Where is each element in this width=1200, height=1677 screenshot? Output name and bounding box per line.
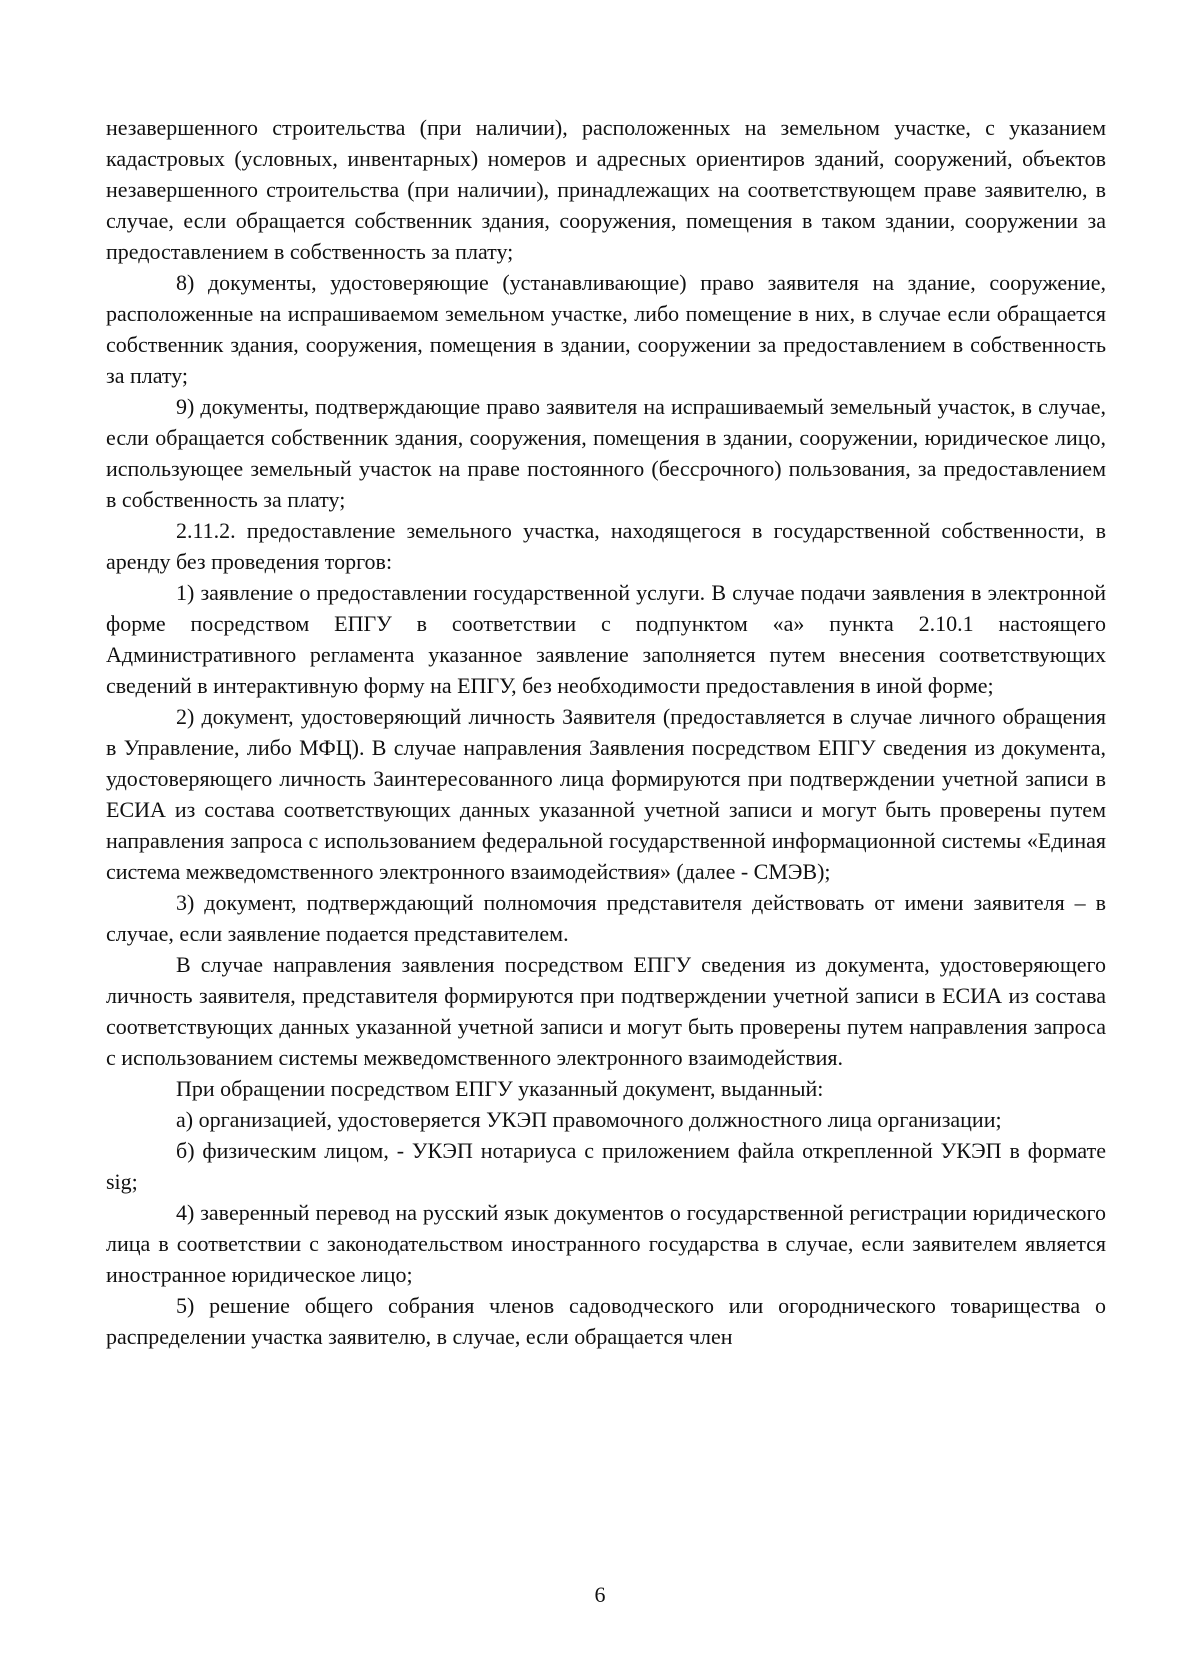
paragraph-epgu-document: При обращении посредством ЕПГУ указанный документ, выданный: bbox=[176, 1076, 824, 1101]
paragraph-item-9: 9) документы, подтверждающие право заявителя на испрашиваемый земельный участок, в случае, если обращается собственник здания, сооружения, помещения в здании, сооружении, юридическое лицо, использующее земельный участок на праве постоянного (бессрочного) пользования, за предоставлением в собственность за плату; bbox=[106, 394, 1106, 512]
paragraph-sub-a: а) организацией, удостоверяется УКЭП правомочного должностного лица организации; bbox=[176, 1107, 1002, 1132]
paragraph-item-2: 2) документ, удостоверяющий личность Заявителя (предоставляется в случае личного обращения в Управление, либо МФЦ). В случае направления Заявления посредством ЕПГУ сведения из документа, удостоверяющего личность Заинтересованного лица формируются при подтверждении учетной записи в ЕСИА из состава соответствующих данных указанной учетной записи и могут быть проверены путем направления запроса с использованием федеральной государственной информационной системы «Единая система межведомственного электронного взаимодействия» (далее - СМЭВ); bbox=[106, 704, 1106, 884]
paragraph-item-5: 5) решение общего собрания членов садоводческого или огороднического товарищества о распределении участка заявителю, в случае, если обращается член bbox=[106, 1293, 1106, 1349]
paragraph-item-4: 4) заверенный перевод на русский язык документов о государственной регистрации юридического лица в соответствии с законодательством иностранного государства в случае, если заявителем является иностранное юридическое лицо; bbox=[106, 1200, 1106, 1287]
paragraph-section-2-11-2: 2.11.2. предоставление земельного участка, находящегося в государственной собственности, в аренду без проведения торгов: bbox=[106, 518, 1106, 574]
paragraph-item-8: 8) документы, удостоверяющие (устанавливающие) право заявителя на здание, сооружение, расположенные на испрашиваемом земельном участке, либо помещение в них, в случае если обращается собственник здания, сооружения, помещения в здании, сооружении за предоставлением в собственность за плату; bbox=[106, 270, 1106, 388]
paragraph-continuation: незавершенного строительства (при наличии), расположенных на земельном участке, с указанием кадастровых (условных, инвентарных) номеров и адресных ориентиров зданий, сооружений, объектов незавершенного строительства (при наличии), принадлежащих на соответствующем праве заявителю, в случае, если обращается собственник здания, сооружения, помещения в таком здании, сооружении за предоставлением в собственность за плату; bbox=[106, 115, 1106, 264]
paragraph-epgu-note: В случае направления заявления посредством ЕПГУ сведения из документа, удостоверяющего личность заявителя, представителя формируются при подтверждении учетной записи в ЕСИА из состава соответствующих данных указанной учетной записи и могут быть проверены путем направления запроса с использованием системы межведомственного электронного взаимодействия. bbox=[106, 952, 1106, 1070]
document-page bbox=[106, 112, 1106, 1352]
paragraph-item-1: 1) заявление о предоставлении государственной услуги. В случае подачи заявления в электронной форме посредством ЕПГУ в соответствии с подпунктом «а» пункта 2.10.1 настоящего Административного регламента указанное заявление заполняется путем внесения соответствующих сведений в интерактивную форму на ЕПГУ, без необходимости предоставления в иной форме; bbox=[106, 580, 1106, 698]
paragraph-sub-b: б) физическим лицом, - УКЭП нотариуса с приложением файла открепленной УКЭП в формате sig; bbox=[106, 1138, 1106, 1194]
paragraph-item-3: 3) документ, подтверждающий полномочия представителя действовать от имени заявителя – в случае, если заявление подается представителем. bbox=[106, 890, 1106, 946]
page-number: 6 bbox=[594, 1582, 606, 1607]
